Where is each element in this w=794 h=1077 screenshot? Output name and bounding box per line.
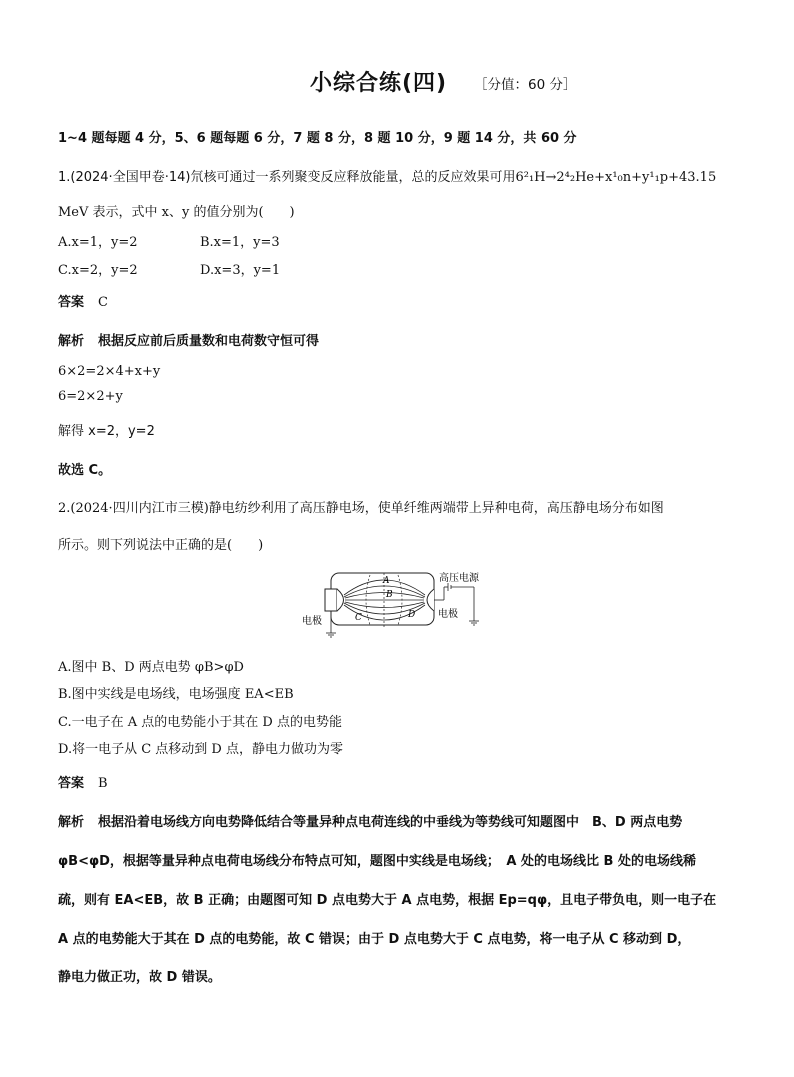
- q2-answer-label: 答案: [58, 776, 85, 791]
- q2-answer: [58, 772, 108, 791]
- q1-eq1: 6×2=2×4+x+y: [58, 364, 161, 379]
- q1-analysis-head: 根据反应前后质量数和电荷数守恒可得: [98, 334, 320, 349]
- q1-option-b: B.x=1，y=3: [200, 235, 280, 250]
- q2-option-c: C.一电子在 A 点的电势能小于其在 D 点的电势能: [58, 715, 342, 730]
- q2-text-a: 静电纺纱利用了高压静电场，使单纤维两端带上异种电荷，高压静电场分布如图: [208, 501, 664, 516]
- point-b-label: B: [386, 590, 393, 600]
- point-d-label: D: [408, 610, 416, 620]
- q2-stem-line2: 所示。则下列说法中正确的是( ): [58, 538, 264, 553]
- q2-analysis-text-4: A 点的电势能大于其在 D 点的电势能，故 C 错误；由于 D 点电势大于 C 点电势，将一电子从 C 移动到 D，: [58, 932, 691, 947]
- q1-stem-line2: MeV 表示，式中 x、y 的值分别为( ): [58, 205, 295, 220]
- q1-option-a: A.x=1，y=2: [58, 235, 138, 250]
- q1-stem-line1: [58, 166, 716, 185]
- q2-analysis-text-2: φB<φD，根据等量异种点电荷电场线分布特点可知，题图中实线是电场线； A 处的电场线比 B 处的电场线稀: [58, 854, 696, 869]
- q2-option-d: D.将一电子从 C 点移动到 D 点，静电力做功为零: [58, 742, 343, 757]
- q1-solve: 解得 x=2，y=2: [58, 424, 155, 439]
- q1-eq2: 6=2×2+y: [58, 389, 123, 404]
- q1-option-c: C.x=2，y=2: [58, 263, 138, 278]
- point-c-label: C: [355, 613, 362, 623]
- page-title: 小综合练(四): [310, 71, 448, 96]
- q1-analysis-label: 解析: [58, 334, 85, 349]
- q1-source: 1.(2024·全国甲卷·14): [58, 170, 191, 185]
- power-source-label: 高压电源: [439, 573, 479, 584]
- q2-source: 2.(2024·四川内江市三模): [58, 501, 209, 516]
- left-electrode-plate: [325, 589, 337, 611]
- q1-analysis: [58, 330, 319, 349]
- q1-option-d: D.x=3，y=1: [200, 263, 281, 278]
- left-electrode-label: 电极: [302, 616, 322, 627]
- q2-analysis-label: 解析: [58, 815, 85, 830]
- q2-analysis-line1: [58, 811, 682, 830]
- q2-stem-line1: [58, 497, 664, 516]
- intro-text: 1~4 题每题 4 分，5、6 题每题 6 分，7 题 8 分，8 题 10 分，9 题 14 分，共 60 分: [58, 131, 577, 146]
- q2-answer-value: B: [98, 776, 108, 791]
- q1-text-a: 氘核可通过一系列聚变反应释放能量，总的反应效果可用: [190, 170, 516, 185]
- q1-conclusion: 故选 C。: [58, 463, 112, 478]
- q1-reaction: 6²₁H→2⁴₂He+x¹₀n+y¹₁p+43.15: [515, 170, 717, 185]
- q2-analysis-text-1: 根据沿着电场线方向电势降低结合等量异种点电荷连线的中垂线为等势线可知题图中 B、D 两点电势: [98, 815, 683, 830]
- q1-answer-value: C: [98, 295, 108, 310]
- q2-analysis-text-3: 疏，则有 EA<EB，故 B 正确；由题图可知 D 点电势大于 A 点电势，根据 Ep=qφ，且电子带负电，则一电子在: [58, 893, 717, 908]
- score-label: ［分值：60 分］: [474, 77, 577, 93]
- q2-analysis-text-5: 静电力做正功，故 D 错误。: [58, 970, 221, 985]
- point-a-label: A: [383, 576, 390, 586]
- q1-answer-label: 答案: [58, 295, 85, 310]
- right-electrode-label: 电极: [438, 609, 458, 620]
- electric-field-figure: [298, 567, 498, 645]
- q1-answer: [58, 291, 108, 310]
- q2-option-a: A.图中 B、D 两点电势 φB>φD: [58, 660, 244, 675]
- q2-option-b: B.图中实线是电场线，电场强度 EA<EB: [58, 687, 294, 702]
